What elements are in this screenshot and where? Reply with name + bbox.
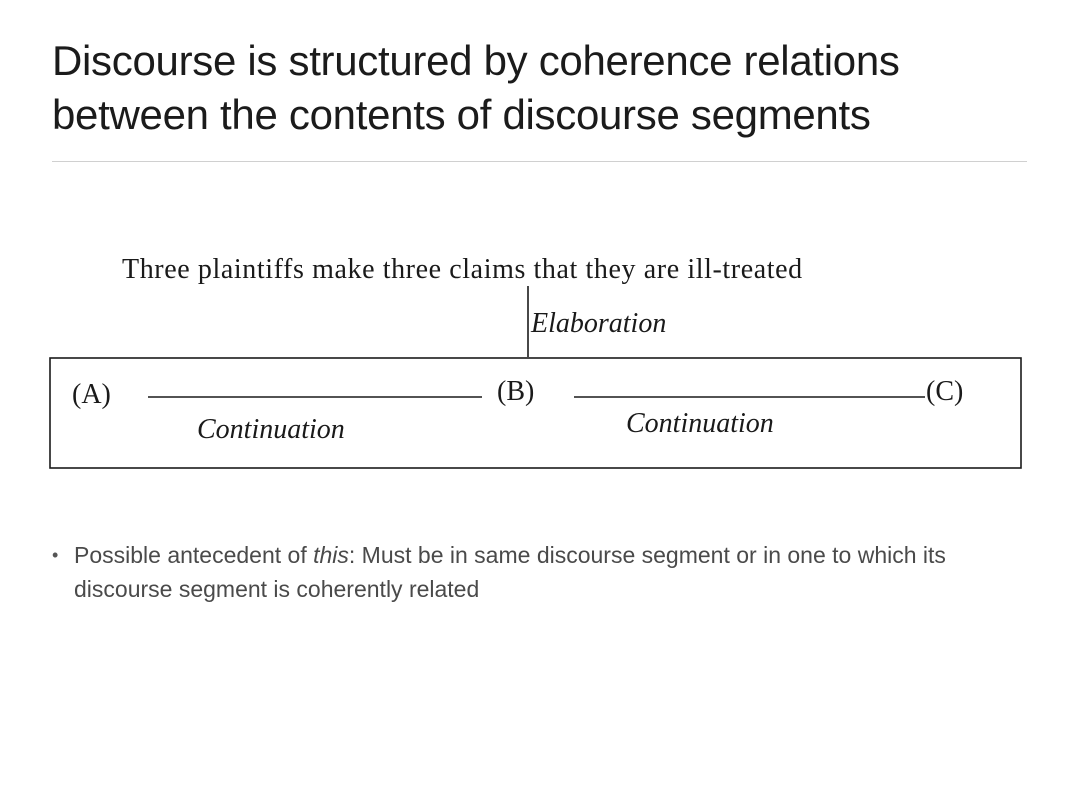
bullet-text-after: : Must be in same discourse segment or in one to which its discourse segment is coherently related	[74, 542, 946, 602]
continuation-label-a-b: Continuation	[197, 414, 345, 445]
top-sentence: Three plaintiffs make three claims that they are ill-treated	[122, 254, 803, 285]
bullet-text	[74, 538, 1022, 606]
bullet-emphasis: this	[313, 542, 349, 568]
node-a: (A)	[72, 379, 111, 410]
elaboration-label: Elaboration	[531, 308, 667, 339]
node-b: (B)	[497, 376, 535, 407]
continuation-label-b-c: Continuation	[626, 408, 774, 439]
bullet-text-before: Possible antecedent of	[74, 542, 314, 568]
slide-title: Discourse is structured by coherence relations between the contents of discourse segments	[52, 37, 900, 138]
segment-box	[50, 358, 1021, 468]
node-c: (C)	[926, 376, 964, 407]
bullet-icon: •	[52, 545, 59, 565]
